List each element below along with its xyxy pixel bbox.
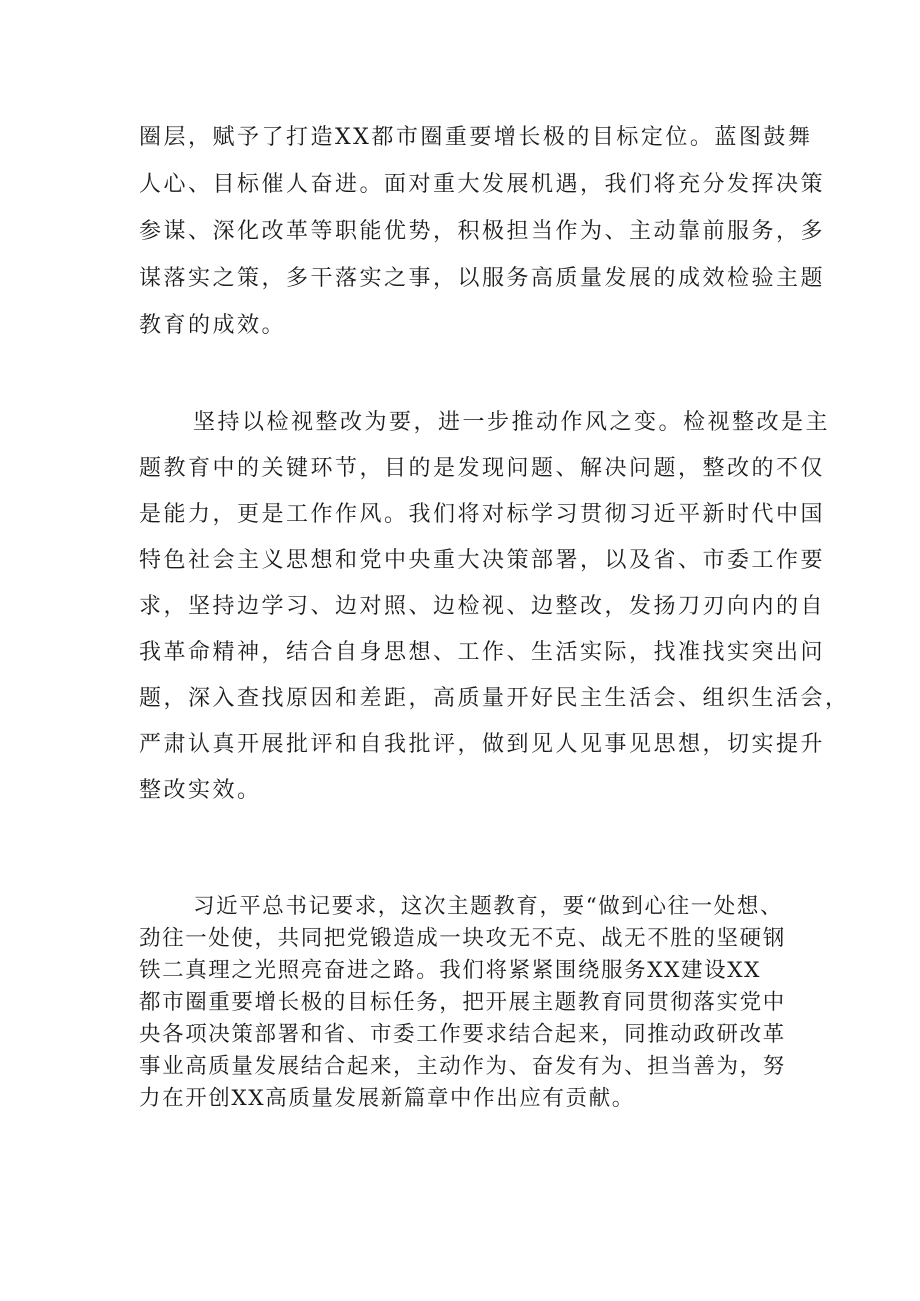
text-line: 事业高质量发展结合起来，主动作为、奋发有为、担当善为，努: [139, 1054, 786, 1079]
text-line: 特色社会主义思想和党中央重大决策部署，以及省、市委工作要: [139, 548, 826, 573]
text-line: 题，深入查找原因和差距，高质量开好民主生活会、组织生活会，: [139, 686, 850, 711]
text-line: 劲往一处使，共同把党锻造成一块攻无不克、战无不胜的坚硬钢: [139, 926, 786, 951]
text-line: 央各项决策部署和省、市委工作要求结合起来，同推动政研改革: [139, 1022, 786, 1047]
text-line: 圈层，赋予了打造XX都市圈重要增长极的目标定位。蓝图鼓舞: [139, 125, 813, 150]
text-line: 是能力，更是工作作风。我们将对标学习贯彻习近平新时代中国: [139, 502, 826, 527]
text-line: 人心、目标催人奋进。面对重大发展机遇，我们将充分发挥决策: [139, 172, 826, 197]
text-line: 力在开创XX高质量发展新篇章中作出应有贡献。: [139, 1086, 635, 1111]
text-line: 坚持以检视整改为要，进一步推动作风之变。检视整改是主: [193, 410, 831, 435]
text-line: 都市圈重要增长极的目标任务，把开展主题教育同贯彻落实党中: [139, 990, 786, 1015]
text-line: 习近平总书记要求，这次主题教育，要“做到心往一处想、: [193, 894, 784, 919]
text-line: 求，坚持边学习、边对照、边检视、边整改，发扬刀刃向内的自: [139, 594, 826, 619]
text-line: 谋落实之策，多干落实之事，以服务高质量发展的成效检验主题: [139, 266, 826, 291]
text-line: 我革命精神，结合自身思想、工作、生活实际，找准找实突出问: [139, 640, 826, 665]
text-line: 教育的成效。: [139, 313, 287, 338]
text-line: 题教育中的关键环节，目的是发现问题、解决问题，整改的不仅: [139, 456, 826, 481]
text-line: 铁二真理之光照亮奋进之路。我们将紧紧围绕服务XX建设XX: [139, 958, 762, 983]
text-line: 严肃认真开展批评和自我批评，做到见人见事见思想，切实提升: [139, 732, 826, 757]
text-line: 参谋、深化改革等职能优势，积极担当作为、主动靠前服务，多: [139, 219, 826, 244]
text-line: 整改实效。: [139, 778, 262, 803]
